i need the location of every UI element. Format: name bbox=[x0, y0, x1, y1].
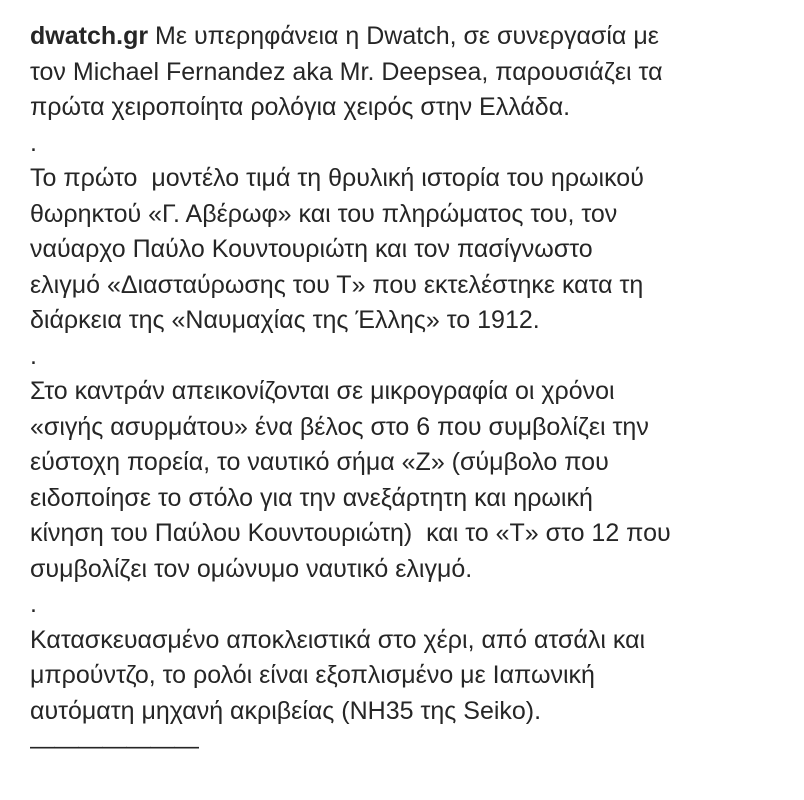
caption-line: ειδοποίησε το στόλο για την ανεξάρτητη και ηρωική bbox=[30, 483, 593, 512]
caption-line: Το πρώτο μοντέλο τιμά τη θρυλική ιστορία του ηρωικού bbox=[30, 164, 644, 192]
caption-line: συμβολίζει τον ομώνυμο ναυτικό ελιγμό. bbox=[30, 554, 473, 583]
caption-line: εύστοχη πορεία, το ναυτικό σήμα «Ζ» (σύμβολο που bbox=[30, 448, 609, 476]
caption-line: πρώτα χειροποίητα ρολόγια χειρός στην Ελλάδα. bbox=[30, 93, 571, 121]
caption-line: ναύαρχο Παύλο Κουντουριώτη και τον πασίγνωστο bbox=[30, 235, 593, 263]
caption-divider: ——————— bbox=[30, 732, 198, 760]
caption-line: τον Michael Fernandez aka Mr. Deepsea, παρουσιάζει τα bbox=[30, 57, 663, 86]
caption-text: Με υπερηφάνεια η Dwatch, σε συνεργασία με bbox=[148, 22, 659, 50]
caption-line: αυτόματη μηχανή ακριβείας (NH35 της Seiko). bbox=[30, 696, 542, 725]
caption-line: ελιγμό «Διασταύρωσης του Τ» που εκτελέστηκε κατα τη bbox=[30, 270, 644, 299]
caption-dot-separator: . bbox=[30, 590, 37, 618]
caption-line: «σιγής ασυρμάτου» ένα βέλος στο 6 που συμβολίζει την bbox=[30, 412, 649, 441]
caption-line: μπρούντζο, το ρολόι είναι εξοπλισμένο με Ιαπωνική bbox=[30, 661, 595, 689]
caption-line: Στο καντράν απεικονίζονται σε μικρογραφία οι χρόνοι bbox=[30, 377, 615, 405]
username-link[interactable]: dwatch.gr bbox=[30, 22, 149, 50]
caption-line: Κατασκευασμένο αποκλειστικά στο χέρι, από ατσάλι και bbox=[30, 625, 646, 654]
caption-dot-separator: . bbox=[30, 341, 37, 370]
caption-dot-separator: . bbox=[30, 128, 37, 157]
post-caption bbox=[30, 19, 790, 765]
caption-line: θωρηκτού «Γ. Αβέρωφ» και του πληρώματος του, τον bbox=[30, 199, 618, 228]
caption-line bbox=[30, 19, 790, 55]
caption-line: κίνηση του Παύλου Κουντουριώτη) και το «Τ» στο 12 που bbox=[30, 519, 671, 547]
caption-line: διάρκεια της «Ναυμαχίας της Έλλης» το 1912. bbox=[30, 306, 540, 334]
